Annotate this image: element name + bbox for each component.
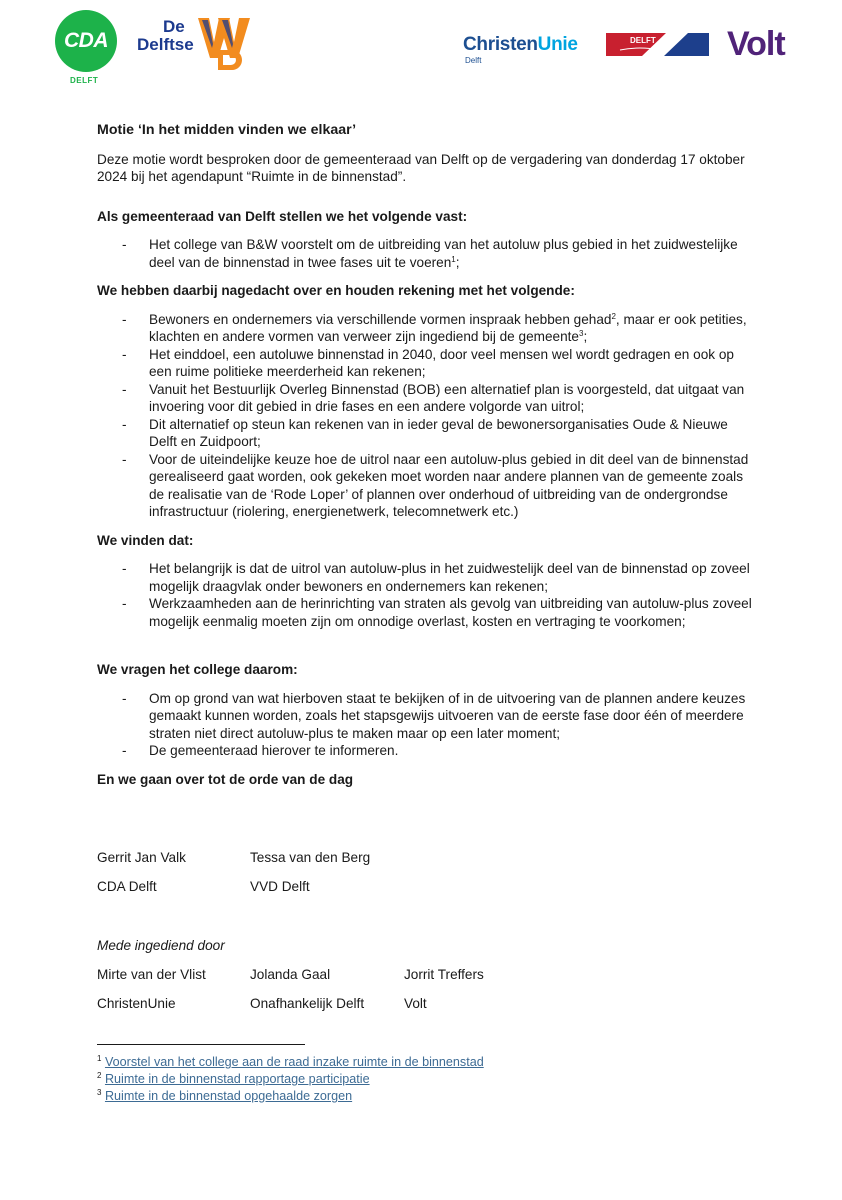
co-signatory-name: Mirte van der Vlist [97,967,206,982]
footnote-link[interactable]: Voorstel van het college aan de raad inzake ruimte in de binnenstad [104,1055,484,1069]
considerations-list [97,311,757,521]
footnote-ref[interactable]: 3 [578,329,584,338]
signatory-name: Gerrit Jan Valk [97,850,186,865]
list-item [97,690,757,743]
list-item-text: Werkzaamheden aan de herinrichting van straten als gevolg van uitbreiding van autoluw-plus zoveel mogelijk eenmalig moeten zijn om onnodige overlast, kosten en vertraging te voorkomen; [149,596,752,629]
list-item [97,560,757,595]
footnote-number: 3 [97,1088,102,1097]
closing-line: En we gaan over tot de orde van de dag [97,771,354,787]
dash-bullet: - [122,690,127,706]
list-item-text: Voor de uiteindelijke keuze hoe de uitrol naar een autoluw-plus gebied in dit deel van de binnenstad gerealiseerd gaat worden, ook gekeken moet worden naar andere plannen van de gemeente zoals de realisatie van de ‘Rode Loper’ of plannen over onderhoud of uitbreiding van de ondergrondse infrastructuur (riolering, energienetwerk, telecomnetwerk etc.) [149,451,749,519]
footnote [97,1088,484,1105]
list-item [97,236,757,271]
list-item [97,346,757,381]
list-item-text: Het college van B&W voorstelt om de uitbreiding van het autoluw plus gebied in het zuidwestelijke deel van de binnenstad in twee fases uit te voeren [149,237,738,270]
footnote-link[interactable]: Ruimte in de binnenstad opgehaalde zorgen [104,1089,353,1103]
dash-bullet: - [122,451,127,467]
section-heading-requests: We vragen het college daarom: [97,662,298,677]
list-item-text: Dit alternatief op steun kan rekenen van in ieder geval de bewonersorganisaties Oude & Nieuwe Delft en Zuidpoort; [149,416,728,449]
footnote-divider [97,1044,305,1045]
list-item-text: Het einddoel, een autoluwe binnenstad in 2040, door veel mensen wel wordt gedragen en ook op een ruime politieke meerderheid kan rekenen; [149,346,734,379]
footnote [97,1054,484,1071]
co-parties-row [97,995,697,1012]
section-heading-observations: Als gemeenteraad van Delft stellen we het volgende vast: [97,208,468,224]
footnotes [97,1054,484,1105]
list-item [97,381,757,416]
list-item-text: Om op grond van wat hierboven staat te bekijken of in de uitvoering van de plannen andere keuzes gemaakt kunnen worden, zoals het stapsgewijs uitvoeren van de eerste fase door één of meerdere straten niet direct autoluw-plus te maken maar op een later moment; [149,690,746,741]
co-signatory-name: Jolanda Gaal [250,967,331,982]
dash-bullet: - [122,237,127,252]
list-item [97,451,757,521]
spacer [97,641,757,661]
list-item [97,742,757,760]
christenunie-logo [463,34,578,56]
list-item [97,311,757,346]
co-names-row [97,966,697,983]
footnote-ref[interactable]: 1 [451,254,456,264]
dash-bullet: - [122,596,127,611]
motion-body [97,122,757,799]
co-submitters-label-row [97,937,697,954]
dash-bullet: - [122,743,127,758]
vvd-logo-mark [196,14,254,72]
list-item-text: Het belangrijk is dat de uitrol van autoluw-plus in het zuidwestelijk deel van de binnenstad op zoveel mogelijk draagvlak onder bewoners en ondernemers kan rekenen; [149,561,750,594]
motion-title: Motie ‘In het midden vinden we elkaar’ [97,122,357,138]
list-item-tail: ; [583,329,588,344]
christenunie-logo-part1: Christen [463,34,538,55]
footnote-link[interactable]: Ruimte in de binnenstad rapportage participatie [104,1072,370,1086]
signatory-name: Tessa van den Berg [250,850,371,865]
list-item-text: Bewoners en ondernemers via verschillende vormen inspraak hebben gehad [149,311,612,327]
co-signatory-name: Jorrit Treffers [404,967,484,982]
findings-list [97,560,757,630]
cda-logo [55,10,117,72]
list-item-text: , maar er ook petities, klachten en andere vormen van verweer zijn ingediend bij de gemeente [149,311,747,344]
list-item-text: Vanuit het Bestuurlijk Overleg Binnenstad (BOB) een alternatief plan is voorgesteld, dat uitgaat van invoering voor dit gebied in drie fases en een andere volgorde van uitrol; [149,381,745,414]
co-signatory-party: ChristenUnie [97,996,176,1011]
observations-list [97,236,757,271]
footnote-number: 2 [97,1071,102,1080]
vvd-logo-delftse: Delftse [137,35,194,54]
dash-bullet: - [122,416,127,432]
list-item-tail: ; [455,254,460,270]
motion-intro: Deze motie wordt besproken door de gemeenteraad van Delft op de vergadering van donderdag 17 oktober 2024 bij het agendapunt “Ruimte in de binnenstad”. [97,151,745,184]
cda-logo-text: CDA [64,29,108,52]
logo-header [0,0,842,100]
signatory-party: VVD Delft [250,879,310,894]
dash-bullet: - [122,346,127,362]
list-item [97,595,757,630]
signatory-names-row [97,849,697,866]
list-item-text: De gemeenteraad hierover te informeren. [149,743,399,758]
co-submitters-label: Mede ingediend door [97,938,225,953]
section-heading-considerations: We hebben daarbij nagedacht over en houden rekening met het volgende: [97,283,575,298]
signatory-parties-row [97,878,697,895]
dash-bullet: - [122,561,127,576]
footnote-ref[interactable]: 2 [611,311,616,321]
requests-list [97,690,757,760]
vvd-logo-de: De [163,17,185,36]
onafhankelijk-delft-logo-text: DELFT [630,36,656,45]
footnote-number: 1 [97,1054,102,1063]
christenunie-logo-sub: Delft [465,56,482,65]
signatory-party: CDA Delft [97,879,157,894]
footnote [97,1071,484,1088]
co-signatory-party: Onafhankelijk Delft [250,996,365,1011]
dash-bullet: - [122,311,127,327]
onafhankelijk-delft-logo [606,33,709,56]
co-signatory-party: Volt [404,996,427,1011]
list-item [97,416,757,451]
cda-logo-sub: DELFT [70,76,99,85]
christenunie-logo-part2: Unie [537,34,578,55]
dash-bullet: - [122,381,127,397]
section-heading-findings: We vinden dat: [97,532,194,548]
volt-logo: Volt [727,25,785,63]
